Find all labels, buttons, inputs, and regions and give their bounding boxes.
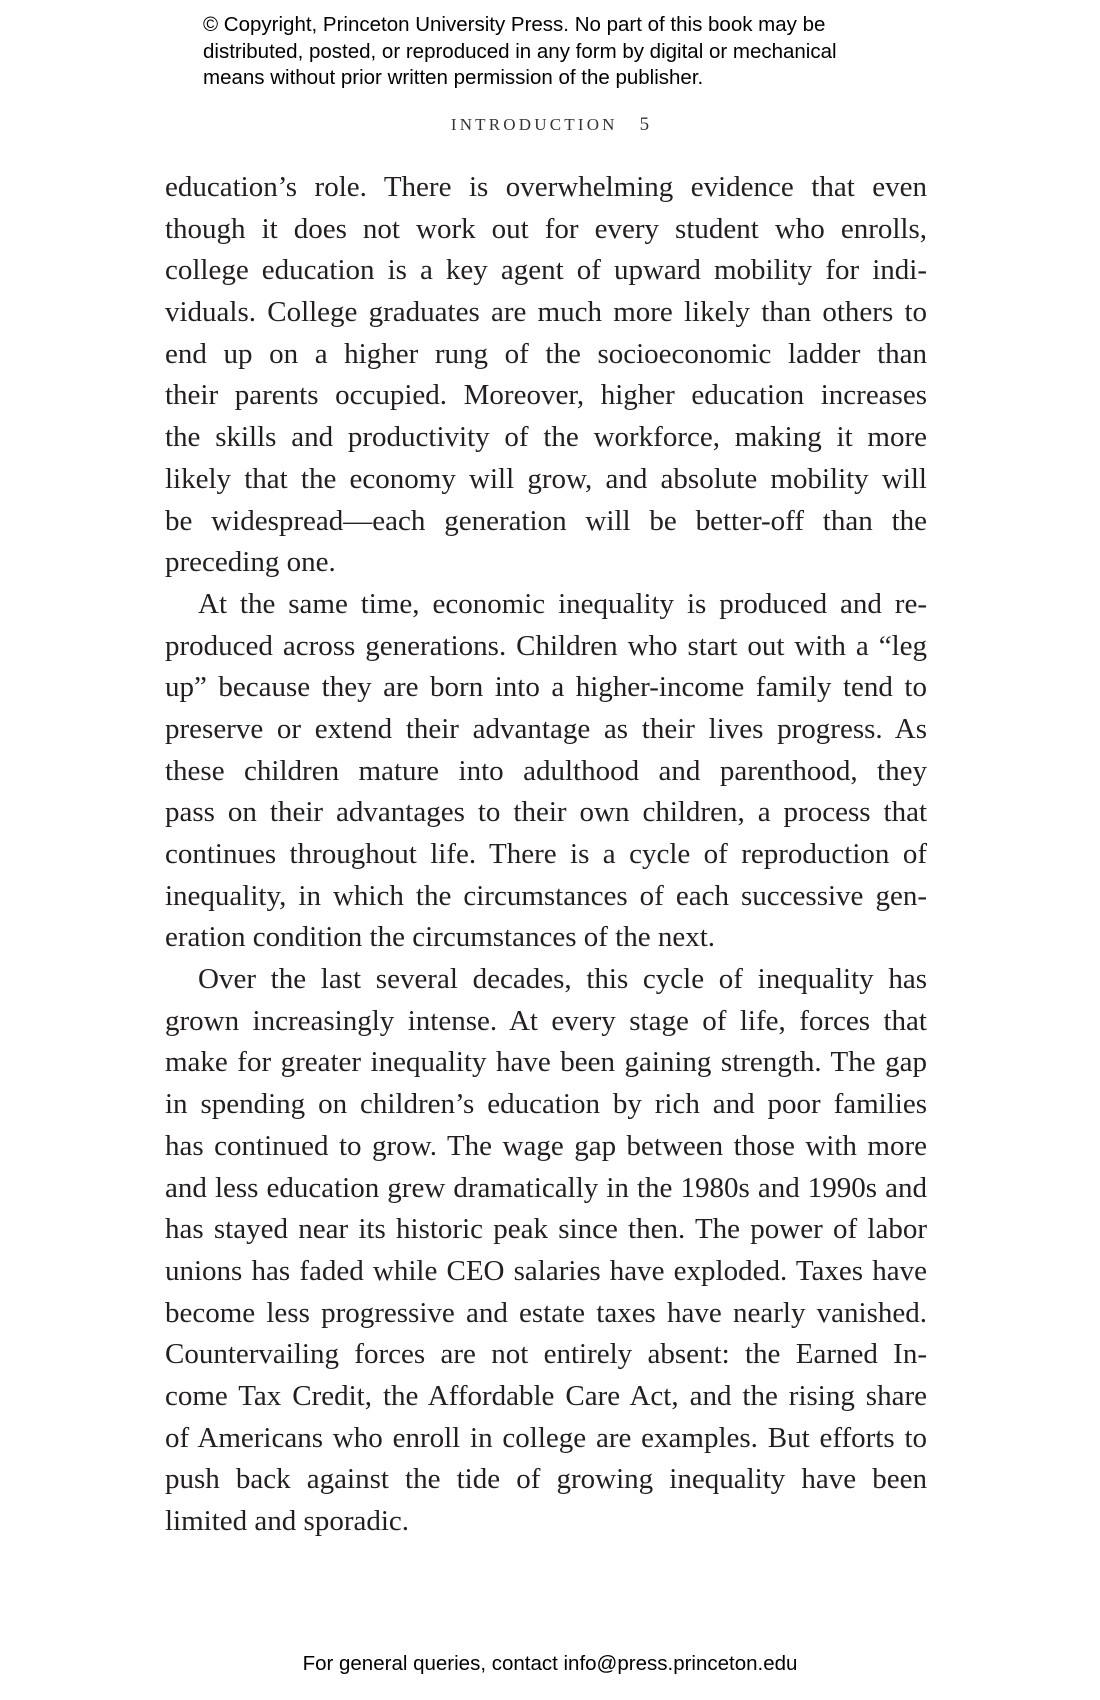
- paragraph: [165, 167, 927, 584]
- text-line: in spending on children’s education by rich and poor families: [165, 1088, 927, 1121]
- text-line: make for greater inequality have been gaining strength. The gap: [165, 1046, 927, 1079]
- text-line: the skills and productivity of the workforce, making it more: [165, 421, 927, 454]
- copyright-line: means without prior written permission of the publisher.: [203, 66, 704, 89]
- paragraph: [165, 959, 927, 1543]
- text-line: education’s role. There is overwhelming evidence that even: [165, 171, 927, 203]
- text-line: come Tax Credit, the Affordable Care Act, and the rising share: [165, 1379, 927, 1412]
- chapter-title: INTRODUCTION: [450, 115, 618, 134]
- text-line: pass on their advantages to their own children, a process that: [165, 796, 927, 829]
- text-line: unions has faded while CEO salaries have exploded. Taxes have: [165, 1254, 927, 1287]
- text-line: limited and sporadic.: [165, 1505, 410, 1537]
- page-number: 5: [639, 114, 650, 135]
- text-line: continues throughout life. There is a cycle of reproduction of: [165, 838, 927, 870]
- text-line: Countervailing forces are not entirely absent: the Earned In-: [165, 1338, 927, 1371]
- text-line: has stayed near its historic peak since then. The power of labor: [165, 1213, 927, 1246]
- body-text: [165, 167, 927, 1543]
- text-line: At the same time, economic inequality is produced and re-: [198, 587, 927, 620]
- text-line: end up on a higher rung of the socioeconomic ladder than: [165, 337, 927, 370]
- running-header: [0, 114, 1100, 136]
- text-line: grown increasingly intense. At every stage of life, forces that: [165, 1004, 927, 1037]
- copyright-line: © Copyright, Princeton University Press. No part of this book may be: [203, 13, 826, 36]
- text-line: produced across generations. Children who start out with a “leg: [165, 629, 927, 662]
- text-line: inequality, in which the circumstances of each successive gen-: [165, 879, 927, 912]
- footer-contact: For general queries, contact info@press.princeton.edu: [302, 1652, 798, 1675]
- copyright-notice: [203, 12, 923, 92]
- text-line: though it does not work out for every student who enrolls,: [165, 212, 927, 245]
- text-line: college education is a key agent of upward mobility for indi-: [165, 254, 927, 287]
- text-line: and less education grew dramatically in the 1980s and 1990s and: [165, 1171, 927, 1204]
- copyright-line: distributed, posted, or reproduced in any form by digital or mechanical: [203, 39, 837, 63]
- text-line: preserve or extend their advantage as their lives progress. As: [165, 712, 927, 745]
- text-line: be widespread—each generation will be better-off than the: [165, 504, 927, 537]
- text-line: up” because they are born into a higher-income family tend to: [165, 671, 927, 704]
- text-line: viduals. College graduates are much more likely than others to: [165, 296, 927, 329]
- paragraph: [165, 584, 927, 959]
- text-line: push back against the tide of growing inequality have been: [165, 1463, 927, 1496]
- text-line: likely that the economy will grow, and absolute mobility will: [165, 462, 927, 495]
- text-line: Over the last several decades, this cycle of inequality has: [198, 963, 927, 996]
- text-line: eration condition the circumstances of the next.: [165, 921, 716, 954]
- text-line: preceding one.: [165, 546, 336, 579]
- text-line: has continued to grow. The wage gap between those with more: [165, 1129, 927, 1162]
- text-line: these children mature into adulthood and parenthood, they: [165, 754, 927, 787]
- text-line: of Americans who enroll in college are examples. But efforts to: [165, 1421, 927, 1454]
- text-line: become less progressive and estate taxes have nearly vanished.: [165, 1296, 927, 1329]
- text-line: their parents occupied. Moreover, higher education increases: [165, 379, 927, 412]
